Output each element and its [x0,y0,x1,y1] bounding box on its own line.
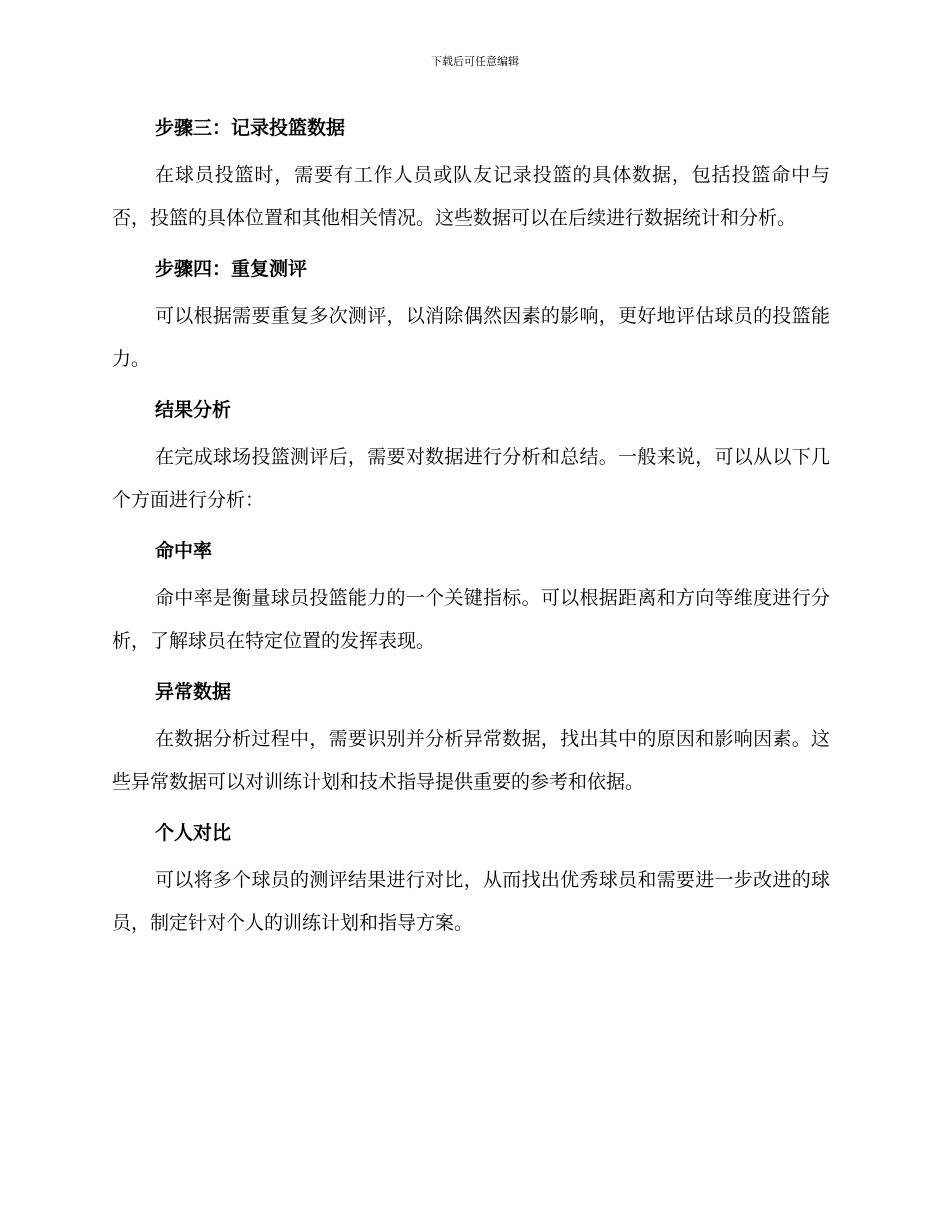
section-heading: 结果分析 [155,399,232,421]
section-heading: 步骤四：重复测评 [155,258,308,280]
section-paragraph: 在数据分析过程中，需要识别并分析异常数据，找出其中的原因和影响因素。这些异常数据可以对训练计划和技术指导提供重要的参考和依据。 [112,728,830,793]
section-result-analysis [112,390,830,522]
document-body [112,108,830,954]
section-step-three [112,108,830,240]
section-paragraph: 在完成球场投篮测评后，需要对数据进行分析和总结。一般来说，可以从以下几个方面进行分析： [112,446,830,511]
section-paragraph: 在球员投篮时，需要有工作人员或队友记录投篮的具体数据，包括投篮命中与否，投篮的具体位置和其他相关情况。这些数据可以在后续进行数据统计和分析。 [112,164,830,229]
section-heading: 命中率 [155,540,213,562]
section-hit-rate [112,531,830,663]
section-step-four [112,249,830,381]
section-heading: 步骤三：记录投篮数据 [155,117,346,139]
section-paragraph: 可以将多个球员的测评结果进行对比，从而找出优秀球员和需要进一步改进的球员，制定针对个人的训练计划和指导方案。 [112,869,830,934]
section-abnormal-data [112,672,830,804]
section-heading: 个人对比 [155,822,232,844]
section-heading: 异常数据 [155,681,232,703]
section-paragraph: 可以根据需要重复多次测评，以消除偶然因素的影响，更好地评估球员的投篮能力。 [112,305,830,370]
section-individual-comparison [112,813,830,945]
section-paragraph: 命中率是衡量球员投篮能力的一个关键指标。可以根据距离和方向等维度进行分析，了解球员在特定位置的发挥表现。 [112,587,830,652]
page-header: 下载后可任意编辑 [431,55,519,68]
